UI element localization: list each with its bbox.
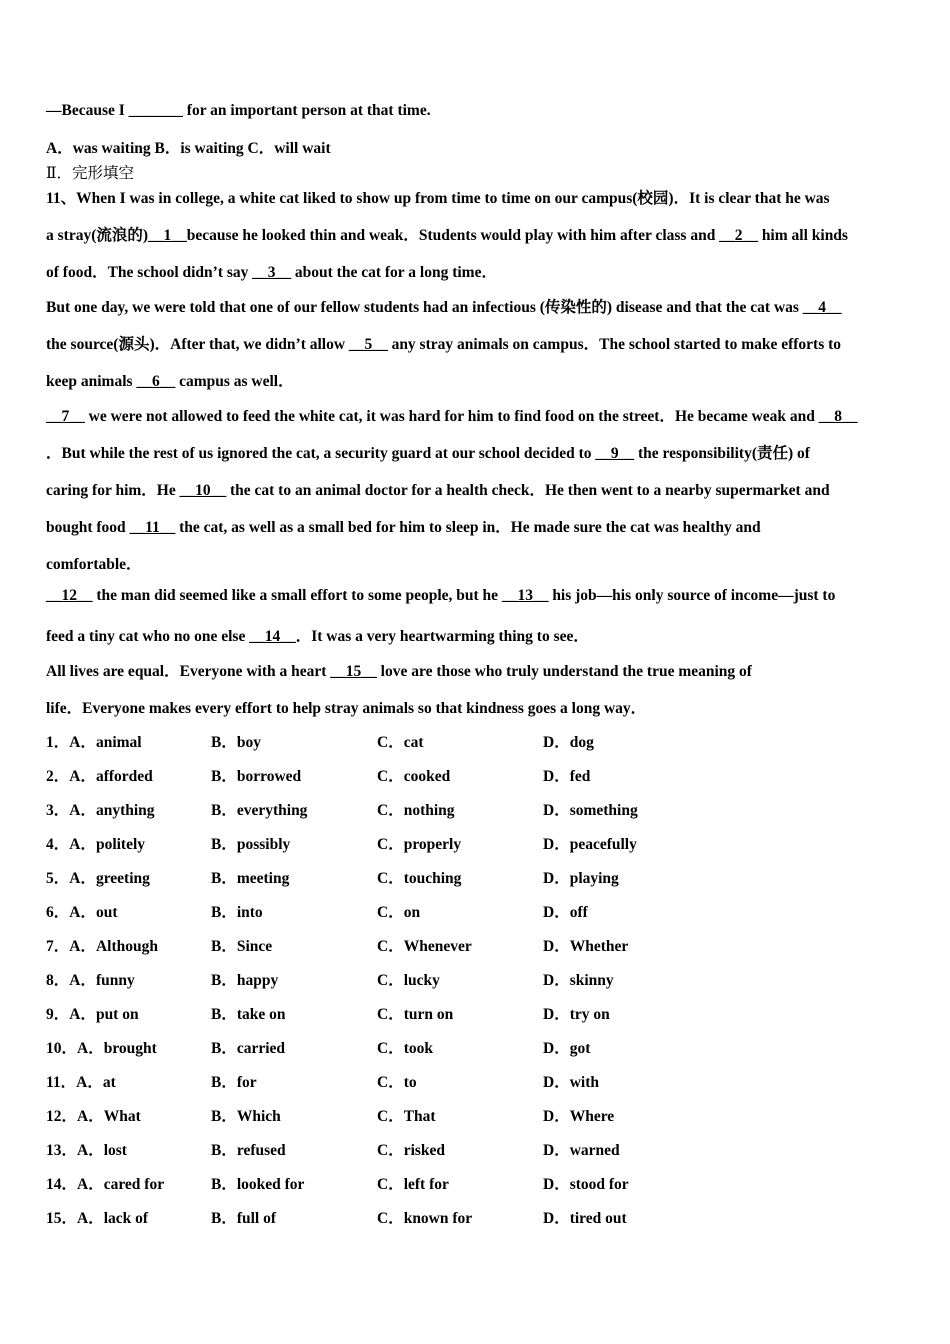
passage-line bbox=[46, 404, 858, 426]
option-a: 5．A．greeting bbox=[46, 870, 150, 887]
passage-line bbox=[46, 223, 848, 245]
passage-text: But one day, we were told that one of our fellow students had an infectious (传染性的) disease and that the cat was bbox=[46, 299, 803, 316]
passage-text: All lives are equal．Everyone with a heart bbox=[46, 663, 331, 680]
passage-line bbox=[46, 515, 761, 537]
blank-14: __14__ bbox=[249, 628, 296, 645]
passage-line: 11、When I was in college, a white cat liked to show up from time to time on our campus(校园)．It is clear that he was bbox=[46, 190, 830, 207]
passage-line bbox=[46, 587, 835, 605]
option-d: D．got bbox=[543, 1040, 591, 1057]
passage-text: the man did seemed like a small effort to some people, but he bbox=[92, 587, 502, 604]
section-heading: Ⅱ．完形填空 bbox=[46, 165, 135, 182]
option-a: 7．A．Although bbox=[46, 938, 158, 955]
blank-2: __2__ bbox=[719, 227, 758, 244]
blank-3: __3__ bbox=[252, 264, 292, 281]
option-b: B．for bbox=[211, 1074, 257, 1091]
option-d: D．Whether bbox=[543, 938, 629, 955]
option-b: B．looked for bbox=[211, 1176, 305, 1193]
option-d: D．tired out bbox=[543, 1210, 627, 1227]
option-d: D．fed bbox=[543, 768, 591, 785]
passage-text: the source(源头)．After that, we didn’t allow bbox=[46, 336, 349, 353]
option-d: D．Where bbox=[543, 1108, 615, 1125]
option-b: B．everything bbox=[211, 802, 308, 819]
option-b: B．possibly bbox=[211, 836, 291, 853]
passage-text: ．It was a very heartwarming thing to see． bbox=[295, 628, 589, 645]
passage-text: we were not allowed to feed the white cat, it was hard for him to find food on the street．He became weak and bbox=[84, 408, 819, 425]
passage-line bbox=[46, 260, 497, 282]
option-a: 9．A．put on bbox=[46, 1006, 139, 1023]
option-c: C．turn on bbox=[377, 1006, 454, 1023]
option-c: C．touching bbox=[377, 870, 462, 887]
blank-8: __8__ bbox=[818, 408, 858, 425]
passage-text: a stray(流浪的) bbox=[46, 227, 149, 244]
passage-text: ．But while the rest of us ignored the cat, a security guard at our school decided to bbox=[46, 445, 596, 462]
option-a: 15．A．lack of bbox=[46, 1210, 149, 1227]
option-d: D．warned bbox=[543, 1142, 620, 1159]
option-a: 2．A．afforded bbox=[46, 768, 153, 785]
option-c: C．nothing bbox=[377, 802, 455, 819]
option-a: 10．A．brought bbox=[46, 1040, 157, 1057]
option-b: B．boy bbox=[211, 734, 261, 751]
option-d: D．with bbox=[543, 1074, 599, 1091]
option-c: C．left for bbox=[377, 1176, 449, 1193]
option-a: 11．A．at bbox=[46, 1074, 116, 1091]
option-c: C．lucky bbox=[377, 972, 440, 989]
option-c: C．cooked bbox=[377, 768, 451, 785]
blank-4: __4__ bbox=[802, 299, 842, 316]
blank-10: __10__ bbox=[179, 482, 227, 499]
option-b: B．take on bbox=[211, 1006, 286, 1023]
option-d: D．dog bbox=[543, 734, 594, 751]
option-c: C．That bbox=[377, 1108, 436, 1125]
option-d: D．something bbox=[543, 802, 638, 819]
option-d: D．stood for bbox=[543, 1176, 629, 1193]
option-d: D．try on bbox=[543, 1006, 610, 1023]
blank-7: __7__ bbox=[46, 408, 85, 425]
option-c: C．known for bbox=[377, 1210, 473, 1227]
option-c: C．on bbox=[377, 904, 421, 921]
option-d: D．peacefully bbox=[543, 836, 637, 853]
passage-line: life．Everyone makes every effort to help stray animals so that kindness goes a long way． bbox=[46, 700, 647, 717]
blank-12: __12__ bbox=[46, 587, 93, 604]
passage-text: about the cat for a long time． bbox=[291, 264, 497, 281]
blank-15: __15__ bbox=[330, 663, 377, 680]
passage-text: because he looked thin and weak．Students would play with him after class and bbox=[186, 227, 720, 244]
option-b: B．Which bbox=[211, 1108, 281, 1125]
option-a: 13．A．lost bbox=[46, 1142, 127, 1159]
blank-5: __5__ bbox=[348, 336, 388, 353]
option-a: 1．A．animal bbox=[46, 734, 142, 751]
blank-6: __6__ bbox=[136, 373, 176, 390]
blank-13: __13__ bbox=[501, 587, 549, 604]
option-c: C．Whenever bbox=[377, 938, 472, 955]
option-a: 8．A．funny bbox=[46, 972, 135, 989]
passage-line bbox=[46, 478, 830, 500]
passage-text: any stray animals on campus．The school started to make efforts to bbox=[387, 336, 842, 353]
passage-text: the responsibility(责任) of bbox=[634, 445, 810, 462]
passage-line bbox=[46, 332, 841, 354]
option-b: B．into bbox=[211, 904, 263, 921]
option-b: B．full of bbox=[211, 1210, 277, 1227]
passage-line bbox=[46, 441, 810, 463]
passage-text: feed a tiny cat who no one else bbox=[46, 628, 250, 645]
blank-11: __11__ bbox=[129, 519, 176, 536]
option-b: B．Since bbox=[211, 938, 273, 955]
previous-question-choices: A．was waiting B．is waiting C．will wait bbox=[46, 140, 331, 157]
option-b: B．borrowed bbox=[211, 768, 302, 785]
blank-1: __1__ bbox=[148, 227, 187, 244]
passage-line bbox=[46, 295, 842, 317]
option-b: B．carried bbox=[211, 1040, 286, 1057]
option-a: 12．A．What bbox=[46, 1108, 141, 1125]
option-c: C．risked bbox=[377, 1142, 446, 1159]
option-d: D．off bbox=[543, 904, 588, 921]
option-a: 4．A．politely bbox=[46, 836, 146, 853]
passage-text: the cat, as well as a small bed for him to sleep in．He made sure the cat was healthy and bbox=[175, 519, 761, 536]
passage-line bbox=[46, 369, 294, 391]
passage-text: the cat to an animal doctor for a health check．He then went to a nearby supermarket and bbox=[226, 482, 830, 499]
passage-text: of food．The school didn’t say bbox=[46, 264, 253, 281]
passage-text: his job—his only source of income—just to bbox=[548, 587, 836, 604]
option-a: 6．A．out bbox=[46, 904, 118, 921]
passage-text: keep animals bbox=[46, 373, 137, 390]
option-c: C．cat bbox=[377, 734, 424, 751]
option-c: C．properly bbox=[377, 836, 462, 853]
option-d: D．playing bbox=[543, 870, 619, 887]
option-b: B．meeting bbox=[211, 870, 290, 887]
passage-text: campus as well． bbox=[175, 373, 294, 390]
option-a: 14．A．cared for bbox=[46, 1176, 165, 1193]
option-c: C．took bbox=[377, 1040, 433, 1057]
option-b: B．happy bbox=[211, 972, 279, 989]
option-b: B．refused bbox=[211, 1142, 286, 1159]
passage-text: him all kinds bbox=[757, 227, 848, 244]
passage-text: caring for him．He bbox=[46, 482, 180, 499]
passage-line bbox=[46, 624, 589, 646]
blank-9: __9__ bbox=[595, 445, 635, 462]
passage-text: bought food bbox=[46, 519, 130, 536]
passage-text: love are those who truly understand the true meaning of bbox=[376, 663, 752, 680]
option-c: C．to bbox=[377, 1074, 417, 1091]
passage-line bbox=[46, 659, 752, 681]
option-a: 3．A．anything bbox=[46, 802, 155, 819]
passage-line: comfortable． bbox=[46, 556, 142, 573]
previous-question-line: —Because I _______ for an important person at that time. bbox=[46, 102, 431, 119]
option-d: D．skinny bbox=[543, 972, 614, 989]
